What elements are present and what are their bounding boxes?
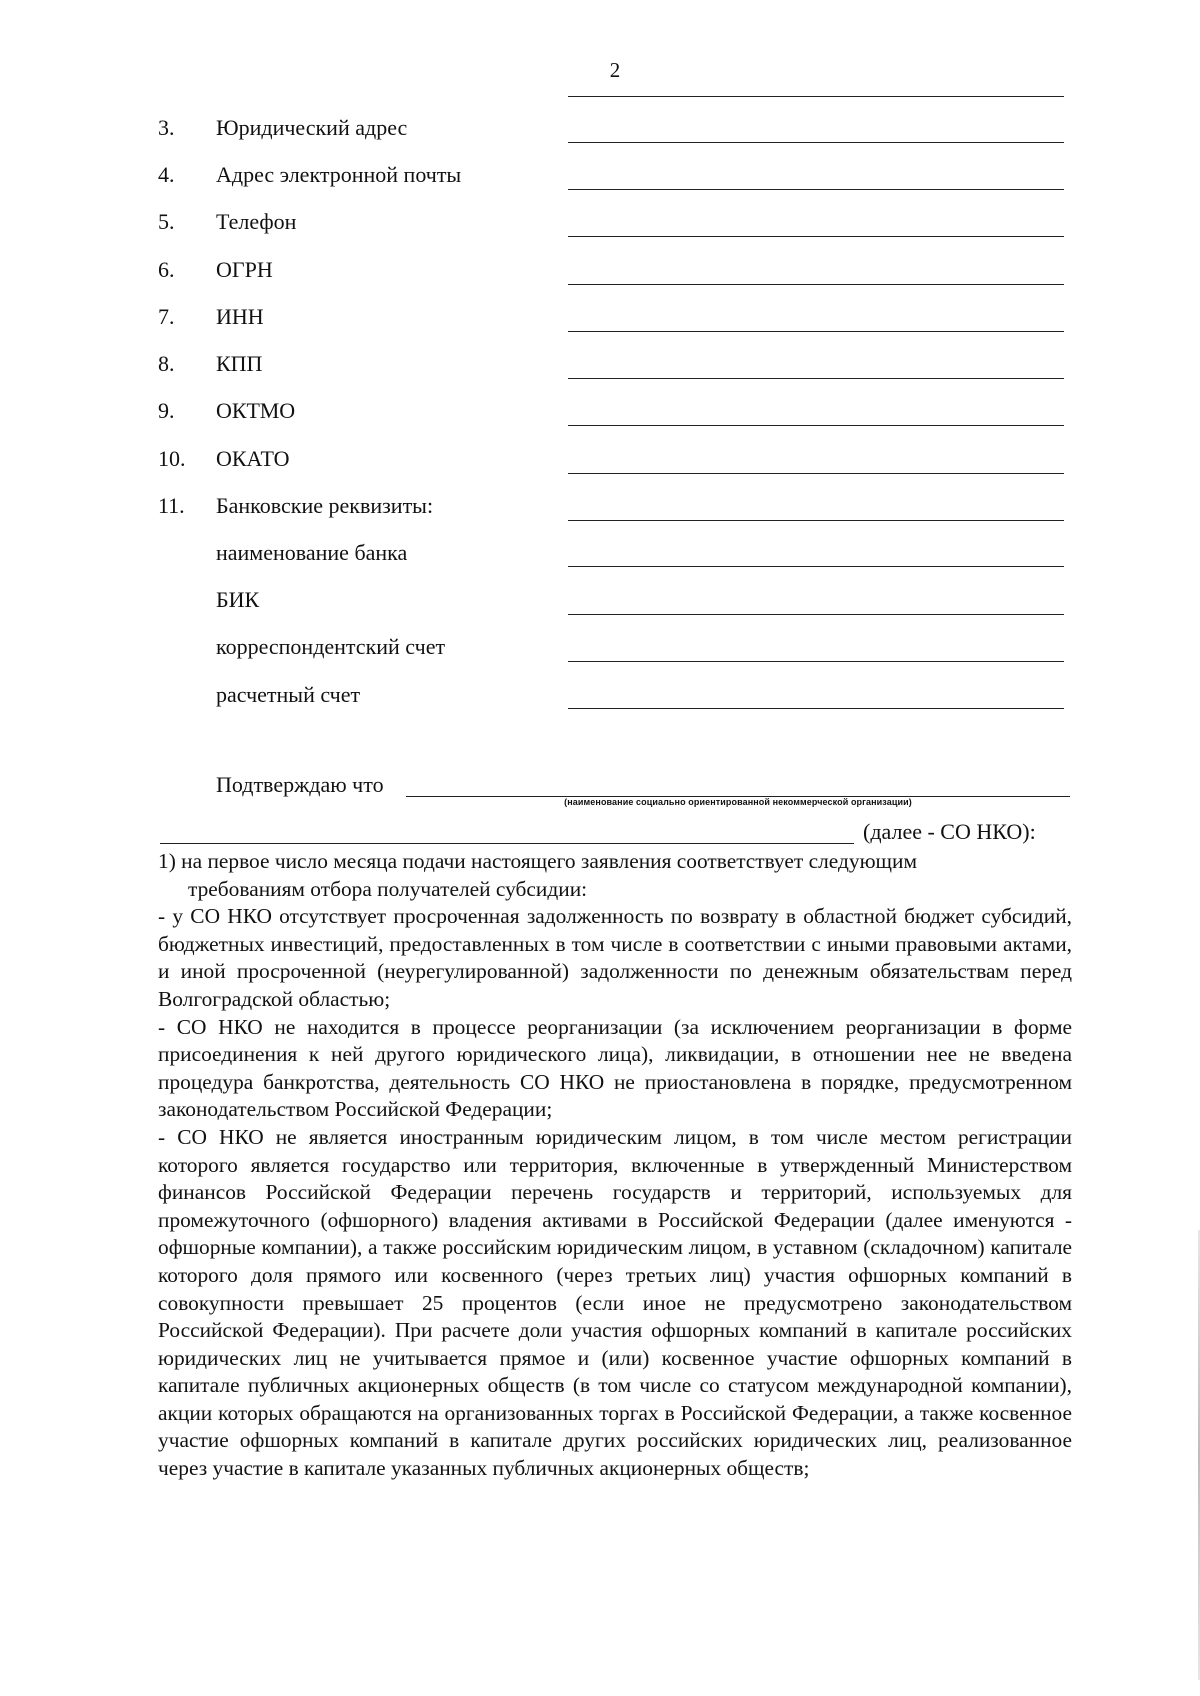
field-number: 4.	[158, 162, 175, 187]
field-number: 7.	[158, 304, 175, 329]
requirement-paragraph: - у СО НКО отсутствует просроченная задолженность по возврату в областной бюджет субсидий, бюджетных инвестиций, предоставленных в том числе в соответствии с иными правовыми актами, и иной просроченной (неурегулированной) задолженности по денежным обязательствам перед Волгоградской областью;	[158, 904, 1072, 1011]
field-row	[0, 680, 1200, 710]
field-number: 9.	[158, 398, 175, 423]
field-row	[0, 113, 1200, 143]
organization-name-line-continued[interactable]	[160, 843, 854, 844]
field-label: БИК	[216, 587, 260, 612]
field-number: 3.	[158, 115, 175, 140]
requirement-paragraph: - СО НКО не является иностранным юридическим лицом, в том числе местом регистрации которого является государство или территория, включенные в утвержденный Министерством финансов Российской Федерации перечень государств и территорий, используемых для промежуточного (офшорного) владения активами в Российской Федерации (далее именуются - офшорные компании), а также российским юридическим лицом, в уставном (складочном) капитале которого доля прямого или косвенного (через третьих лиц) участия офшорных компаний в совокупности превышает 25 процентов (если иное не предусмотрено законодательством Российской Федерации). При расчете доли участия офшорных компаний в капитале российских юридических лиц не учитывается прямое и (или) косвенное участие офшорных компаний в капитале публичных акционерных обществ (в том числе со статусом международной компании), акции которых обращаются на организованных торгах в Российской Федерации, а также косвенное участие офшорных компаний в капитале других российских юридических лиц, реализованное через участие в капитале указанных публичных акционерных обществ;	[158, 1124, 1072, 1481]
field-label: Юридический адрес	[216, 115, 408, 140]
field-number: 11.	[158, 493, 185, 518]
field-input-line[interactable]	[568, 331, 1064, 332]
field-label: корреспондентский счет	[216, 634, 446, 659]
field-label: ОКТМО	[216, 398, 296, 423]
field-row	[0, 207, 1200, 237]
field-number: 10.	[158, 446, 186, 471]
field-number: 8.	[158, 351, 175, 376]
field-input-line[interactable]	[568, 520, 1064, 521]
organization-name-caption: (наименование социально ориентированной некоммерческой организации)	[564, 797, 912, 807]
field-row	[0, 349, 1200, 379]
field-label: расчетный счет	[216, 682, 361, 707]
field-input-line[interactable]	[568, 236, 1064, 237]
field-label: Телефон	[216, 209, 297, 234]
field-input-line[interactable]	[568, 614, 1064, 615]
field-input-line[interactable]	[568, 661, 1064, 662]
field-input-line[interactable]	[568, 189, 1064, 190]
requirements-text	[158, 848, 1072, 1483]
field-label: ОГРН	[216, 257, 273, 282]
field-input-line[interactable]	[568, 142, 1064, 143]
field-input-line[interactable]	[568, 284, 1064, 285]
field-row	[0, 302, 1200, 332]
field-input-line[interactable]	[568, 708, 1064, 709]
requirement-paragraph: 1) на первое число месяца подачи настоящего заявления соответствует следующим	[158, 849, 918, 873]
field-row	[0, 538, 1200, 568]
field-input-line[interactable]	[568, 566, 1064, 567]
field-row	[0, 255, 1200, 285]
field-row	[0, 585, 1200, 615]
field-input-line[interactable]	[568, 425, 1064, 426]
field-row	[0, 160, 1200, 190]
field-input-line[interactable]	[568, 473, 1064, 474]
field-label: наименование банка	[216, 540, 408, 565]
field-label: Банковские реквизиты:	[216, 493, 434, 518]
field-label: ОКАТО	[216, 446, 290, 471]
field-label: КПП	[216, 351, 263, 376]
confirm-label: Подтверждаю что	[216, 772, 384, 797]
page-number: 2	[609, 58, 621, 82]
field-input-line[interactable]	[568, 378, 1064, 379]
requirement-paragraph: требованиям отбора получателей субсидии:	[188, 876, 588, 901]
field-label: Адрес электронной почты	[216, 162, 462, 187]
further-abbreviation: (далее - СО НКО):	[863, 819, 1036, 844]
requirement-paragraph: - СО НКО не находится в процессе реорганизации (за исключением реорганизации в форме присоединения к ней другого юридического лица), ликвидации, в отношении нее не введена процедура банкротства, деятельность СО НКО не приостановлена в порядке, предусмотренном законодательством Российской Федерации;	[158, 1014, 1072, 1122]
field-input-line[interactable]	[568, 96, 1064, 97]
field-row	[0, 632, 1200, 662]
field-label: ИНН	[216, 304, 264, 329]
field-row	[0, 491, 1200, 521]
field-number: 6.	[158, 257, 175, 282]
field-row	[0, 444, 1200, 474]
field-row	[0, 396, 1200, 426]
field-number: 5.	[158, 209, 175, 234]
